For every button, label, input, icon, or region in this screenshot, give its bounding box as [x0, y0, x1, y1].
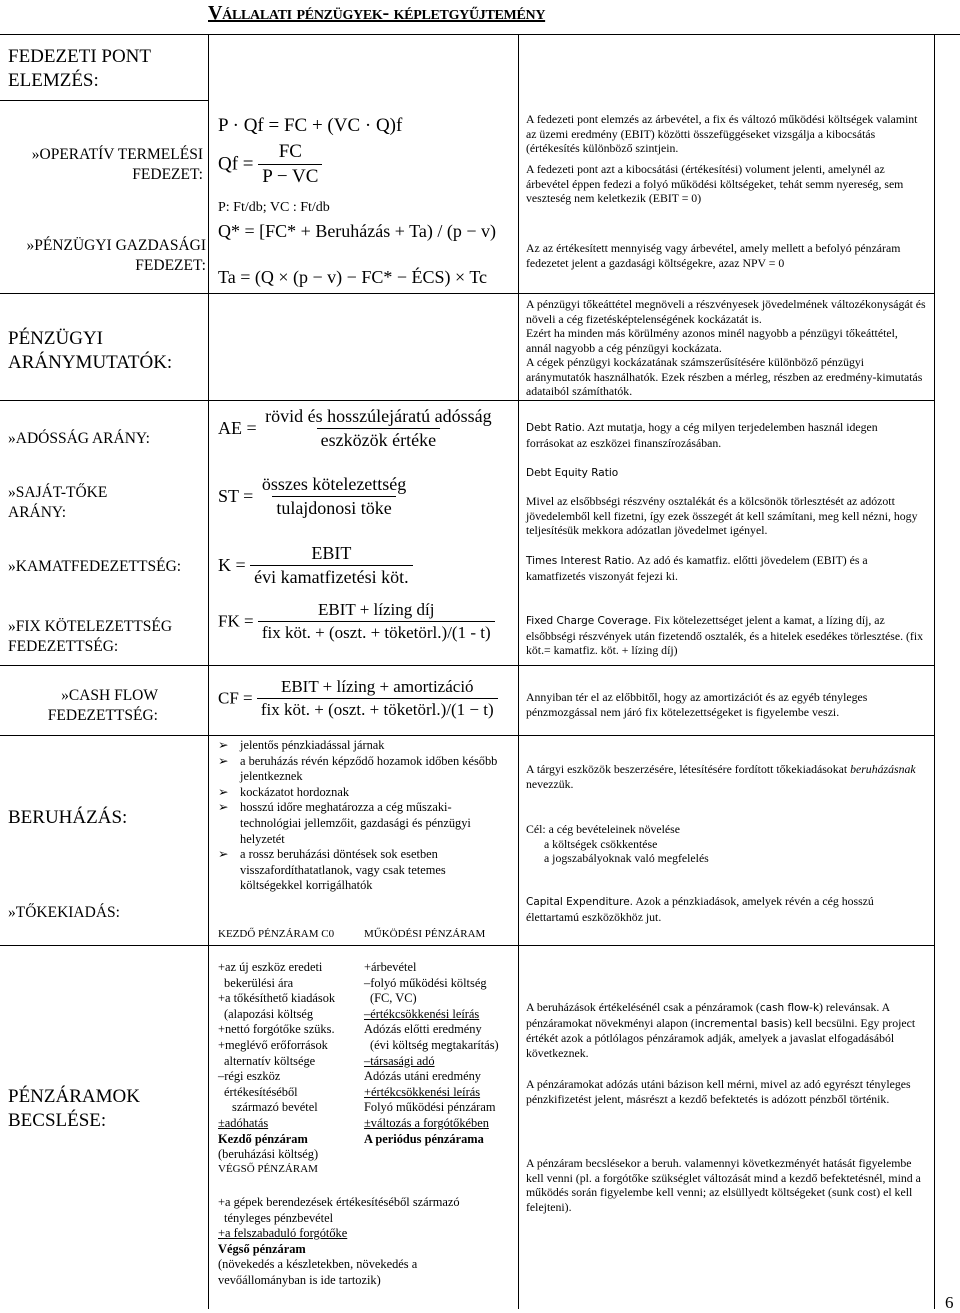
kezdo-penzaram-title: KEZDŐ PÉNZÁRAM C0 — [218, 928, 335, 940]
divider — [934, 34, 935, 1309]
line: (évi költség megtakarítás) — [370, 1037, 499, 1052]
page-number: 6 — [945, 1293, 954, 1312]
desc-beruhazas — [526, 762, 926, 791]
denominator: tulajdonosi töke — [272, 496, 396, 519]
desc-text: Az adó és kamatfiz. előtti jövedelem (EBIT) és a kamatfizetés viszonyát fejezi ki. — [526, 553, 868, 583]
cel-line: a jogszabályoknak való megfelelés — [544, 851, 709, 866]
label-cash-flow: »CASH FLOW FEDEZETTSÉG: — [47, 687, 158, 724]
desc-mutatok-3: A cégek pénzügyi kockázatának számszerűsítésére különböző pénzügyi aránymutatók használhatók. Ezek részben a mérleg, részben az eredmény-kimutatás adataiból számíthatók. — [526, 355, 923, 399]
line: tényleges pénzbevétel — [224, 1210, 334, 1225]
fraction — [258, 474, 410, 519]
line: +a gépek berendezések értékesítéséből származó — [218, 1195, 460, 1209]
numerator: EBIT + lízing + amortizáció — [280, 677, 474, 696]
mukodesi-penzaram-title: MŰKÖDÉSI PÉNZÁRAM — [364, 928, 486, 940]
formula-k — [218, 543, 413, 588]
desc-cel — [526, 822, 926, 866]
formula-op2 — [218, 141, 322, 188]
label-fix-kotelezettseg: »FIX KÖTELEZETTSÉG FEDEZETTSÉG: — [8, 618, 173, 655]
line: (alapozási költség — [224, 1006, 314, 1021]
label-operativ: »OPERATÍV TERMELÉSI FEDEZET: — [31, 146, 203, 183]
numerator: FC — [278, 141, 302, 162]
desc-sajat-2: Mivel az elsőbbségi részvény osztalékát és a kölcsönök törlesztését az adózott jövedelemből kell fizetni, így ezek összegét át kell számítani, meg kell nézni, hogy teljesítésük mekkora adózatlan jövedelmet igényel. — [526, 494, 918, 538]
formula-lhs: ST = — [218, 486, 254, 506]
line: Kezdő pénzáram — [218, 1131, 308, 1146]
divider — [0, 945, 934, 946]
section-penzaramok: PÉNZÁRAMOK BECSLÉSE: — [8, 1086, 140, 1131]
denominator: fix köt. + (oszt. + töketörl.)/(1 - t) — [258, 621, 495, 643]
formula-lhs: CF = — [218, 688, 253, 708]
desc-text: Azt mutatja, hogy a cég milyen terjedelemben használ idegen forrásokat az eszközei finanszírozásában. — [526, 420, 878, 450]
formula-ae — [218, 406, 496, 451]
desc-tokeiadas — [526, 894, 926, 924]
denominator: évi kamatfizetési köt. — [250, 565, 412, 588]
desc-adossag — [526, 420, 926, 450]
section-beruhazas: BERUHÁZÁS: — [8, 807, 128, 828]
arrow-bullet-icon: ➢ — [218, 847, 229, 862]
divider — [518, 34, 519, 1309]
line: +a felszabaduló forgótőke — [218, 1226, 348, 1241]
label-sajat-toke: »SAJÁT-TŐKE ARÁNY: — [8, 484, 108, 521]
line: Adózás utáni eredmény — [364, 1069, 481, 1084]
line: (beruházási költség) — [218, 1147, 319, 1162]
fraction — [261, 406, 495, 451]
formula-st — [218, 474, 410, 519]
desc-penzaramok-2: A pénzáramokat adózás utáni bázison kell mérni, mivel az adó egyrészt tényleges pénzkifizetést jelent, másrészt a kezdő befektetés is adózott pénzből történik. — [526, 1077, 911, 1106]
list-item: ➢ a rossz beruházási döntések sok esetben visszafordíthatatlanok, vagy csak tetemes költségekkel korrigálhatók — [218, 847, 446, 893]
term-times-interest: Times Interest Ratio. — [526, 555, 635, 567]
formula-lhs: FK = — [218, 611, 254, 631]
line: +nettó forgótőke szüks. — [218, 1022, 335, 1037]
line: –régi eszköz — [218, 1069, 281, 1084]
desc-sajat-1: Debt Equity Ratio — [526, 467, 619, 479]
term-debt-ratio: Debt Ratio. — [526, 422, 585, 434]
line: Végső pénzáram — [218, 1241, 306, 1256]
formula-pg2: Ta = (Q × (p − v) − FC* − ÉCS) × Tc — [218, 267, 488, 287]
line: +meglévő erőforrások — [218, 1037, 328, 1052]
desc-text: Azok a pénzkiadások, amelyek révén a cég hosszú élettartamú eszközökhöz jut. — [526, 894, 874, 924]
beruhazas-bullets — [218, 738, 498, 894]
list-item: ➢ a beruházás révén képződő hozamok időben később jelentkeznek — [218, 753, 498, 784]
cel-line: Cél: a cég bevételeinek növelése — [526, 822, 680, 836]
line: Folyó működési pénzáram — [364, 1100, 496, 1115]
divider — [0, 34, 960, 35]
desc-penzaramok-1: A beruházások értékelésénél csak a pénzáramok (cash flow-k) relevánsak. A pénzáramokat növekményi alapon (incremental basis) kell becsülni. Egy project értékét azok a pótlólagos pénzáramok adják, amelyek a javaslat elfogadásából következnek. — [526, 1000, 916, 1060]
list-item: ➢ jelentős pénzkiadással járnak — [218, 738, 385, 752]
line: Adózás előtti eredmény — [364, 1022, 482, 1037]
fraction — [258, 141, 322, 188]
line: (FC, VC) — [370, 991, 417, 1006]
vegso-penzaram-list — [218, 1195, 513, 1289]
desc-penzaramok-3: A pénzáram becslésekor a beruh. valamennyi következményét hatását figyelembe kell venni (pl. a forgótőke szükséglet változását mind a kezdő befektetésnél, mind a működés során figyelembe kell venni; az elsüllyedt költségeket (sunk cost) el kell felejteni). — [526, 1156, 921, 1214]
divider — [0, 665, 934, 666]
desc-penzugyi-fedezet: Az az értékesített mennyiség vagy árbevétel, amely mellett a befolyó pénzáram fedezetet jelent a gazdasági költségekre, azaz NPV = 0 — [526, 241, 901, 270]
line: bekerülési ára — [224, 975, 294, 990]
denominator: P − VC — [258, 164, 322, 188]
numerator: EBIT + lízing díj — [317, 600, 435, 619]
line: –értékcsökkenési leírás — [364, 1006, 480, 1021]
line: vevőállományban is ide tartozik) — [218, 1272, 381, 1287]
desc-text: A tárgyi eszközök beszerzésére, létesítésére fordított tőkekiadásokat — [526, 762, 848, 776]
arrow-bullet-icon: ➢ — [218, 800, 229, 815]
formula-lhs: Qf = — [218, 153, 254, 175]
arrow-bullet-icon: ➢ — [218, 738, 229, 752]
desc-fedezeti-1: A fedezeti pont elemzés az árbevétel, a fix és változó működési költségek valamint az üzemi eredmény (EBIT) közötti összefüggéseket vizsgálja a kibocsátás (értékesítés különböző szintjein. — [526, 112, 918, 156]
page-title: Vállalati pénzügyek- képletgyűjtemény — [208, 2, 546, 24]
vegso-penzaram-title: VÉGSŐ PÉNZÁRAM — [218, 1163, 318, 1175]
line: +az új eszköz eredeti — [218, 960, 323, 974]
line: értékesítéséből — [224, 1084, 298, 1099]
formula-op3: P: Ft/db; VC : Ft/db — [218, 200, 330, 215]
line: ±változás a forgótőkében — [364, 1115, 489, 1130]
numerator: összes kötelezettség — [261, 474, 407, 494]
line: ±adóhatás — [218, 1115, 269, 1130]
section-fedezeti-pont: FEDEZETI PONT ELEMZÉS: — [8, 46, 151, 91]
formula-lhs: K = — [218, 555, 246, 575]
line: (növekedés a készletekben, növekedés a — [218, 1257, 418, 1272]
numerator: EBIT — [311, 543, 352, 563]
divider — [0, 400, 934, 401]
list-item: ➢ hosszú időre meghatározza a cég műszaki-technológiai jellemzőit, gazdasági és pénzügyi helyzetét — [218, 800, 471, 846]
fraction — [250, 543, 412, 588]
desc-text: nevezzük. — [526, 776, 574, 791]
fraction — [257, 677, 498, 720]
line: +árbevétel — [364, 960, 417, 974]
label-adossag: »ADÓSSÁG ARÁNY: — [8, 430, 150, 447]
label-penzugyi-fedezet: »PÉNZÜGYI GAZDASÁGI FEDEZET: — [26, 237, 206, 274]
arrow-bullet-icon: ➢ — [218, 784, 229, 799]
mukodesi-penzaram-list — [364, 960, 514, 1147]
divider — [0, 293, 934, 294]
fraction — [258, 600, 495, 643]
numerator: rövid és hosszúlejáratú adósság — [265, 406, 492, 426]
line: –folyó működési költség — [364, 975, 487, 990]
label-tokeiadas: »TŐKEKIADÁS: — [8, 904, 120, 921]
line: +a tőkésíthető kiadások — [218, 991, 336, 1006]
term-beruhazas: beruházásnak — [850, 762, 916, 776]
section-aranymutatok: PÉNZÜGYI ARÁNYMUTATÓK: — [8, 328, 173, 373]
desc-text: Fix kötelezettséget jelent a kamat, a lízing díj, az elsőbbségi részvények után fizetendő osztalék, és a hitelek esedékes törlesztése. (fix köt.= kamatfiz. köt. + lízing díj) — [526, 613, 924, 658]
denominator: fix köt. + (oszt. + töketörl.)/(1 − t) — [257, 698, 498, 720]
list-item: ➢ kockázatot hordoznak — [218, 784, 350, 799]
line: A periódus pénzárama — [364, 1131, 484, 1146]
label-kamatfedezet: »KAMATFEDEZETTSÉG: — [8, 558, 182, 575]
term-capex: Capital Expenditure. — [526, 896, 634, 908]
desc-fedezeti-2: A fedezeti pont azt a kibocsátási (értékesítési) volument jelenti, amelynél az árbevétel éppen fedezi a folyó működési költségeket, tehát semm nyereség, sem veszteség nem keletkezik (EBIT = 0) — [526, 162, 904, 206]
formula-pg1: Q* = [FC* + Beruházás + Ta) / (p − v) — [218, 221, 496, 241]
divider — [208, 34, 209, 1309]
desc-fix — [526, 613, 926, 658]
desc-mutatok-2: Ezért ha minden más körülmény azonos minél nagyobb a pénzügyi tőkeáttétel, annál nagyobb a cég pénzügyi kockázata. — [526, 326, 898, 355]
line: +értékcsökkenési leírás — [364, 1084, 481, 1099]
term-fixed-charge: Fixed Charge Coverage. — [526, 615, 652, 627]
line: –társasági adó — [364, 1053, 435, 1068]
formula-lhs: AE = — [218, 418, 257, 438]
desc-mutatok-1: A pénzügyi tőkeáttétel megnöveli a részvényesek jövedelmének változékonyságát és növeli a cég fizetésképtelenségének kockázatát is. — [526, 297, 926, 326]
denominator: eszközök értéke — [317, 428, 440, 451]
formula-fk — [218, 600, 495, 643]
formula-op1: P · Qf = FC + (VC · Q)f — [218, 115, 403, 136]
arrow-bullet-icon: ➢ — [218, 753, 229, 768]
divider — [0, 100, 208, 101]
cel-line: a költségek csökkentése — [544, 836, 658, 851]
formula-cf — [218, 677, 498, 720]
desc-kamat — [526, 553, 926, 583]
line: alternatív költsége — [224, 1053, 316, 1068]
divider — [0, 735, 934, 736]
kezdo-penzaram-list — [218, 960, 363, 1163]
desc-cash-flow: Annyiban tér el az előbbitől, hogy az amortizációt és az egyéb tényleges pénzmozgással nem járó fix kötelezettségeket is figyelembe veszi. — [526, 690, 868, 719]
line: származó bevétel — [232, 1100, 318, 1115]
